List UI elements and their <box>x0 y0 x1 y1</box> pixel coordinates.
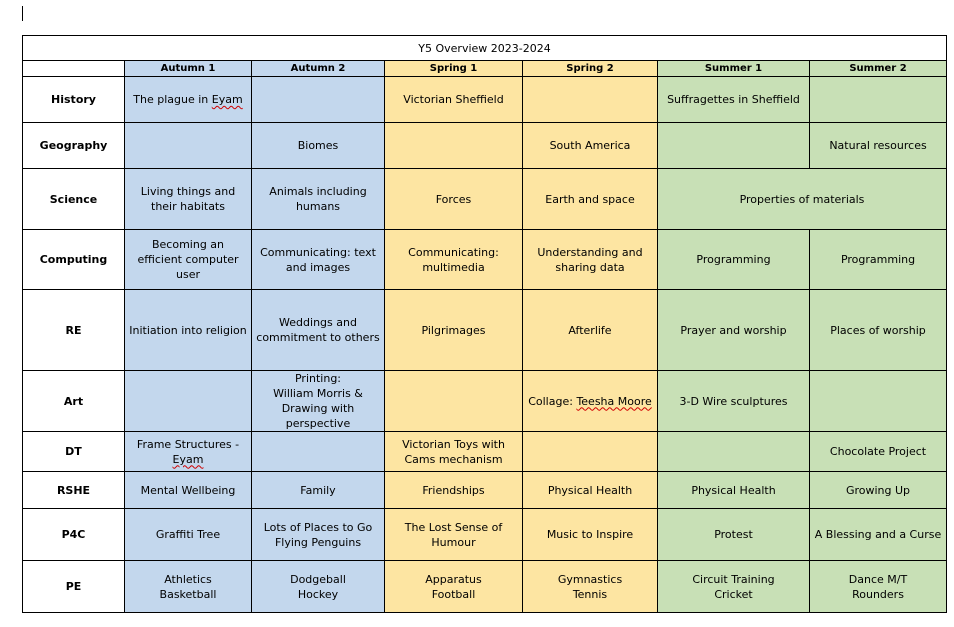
cell-art-summer1[interactable]: 3-D Wire sculptures <box>658 371 810 432</box>
cell-history-spring1[interactable]: Victorian Sheffield <box>385 77 523 123</box>
cell-art-autumn2[interactable] <box>252 371 385 432</box>
cell-computing-summer1[interactable]: Programming <box>658 230 810 290</box>
cell-history-summer2[interactable] <box>810 77 947 123</box>
subject-computing[interactable]: Computing <box>23 230 125 290</box>
subject-geography[interactable]: Geography <box>23 123 125 169</box>
cell-dt-autumn2[interactable] <box>252 432 385 472</box>
cell-rshe-spring2[interactable]: Physical Health <box>523 472 658 509</box>
spellcheck-underlined-word: Eyam <box>172 452 204 466</box>
cell-pe-spring1[interactable] <box>385 561 523 613</box>
cell-text-prefix: Frame Structures - <box>136 437 240 451</box>
cell-geography-summer2[interactable]: Natural resources <box>810 123 947 169</box>
cell-re-summer1[interactable]: Prayer and worship <box>658 290 810 371</box>
cell-science-spring2[interactable]: Earth and space <box>523 169 658 230</box>
cell-pe-summer1[interactable] <box>658 561 810 613</box>
cell-geography-spring2[interactable]: South America <box>523 123 658 169</box>
cell-pe-spring2[interactable] <box>523 561 658 613</box>
table-row-pe <box>23 561 947 613</box>
table-row-re <box>23 290 947 371</box>
cell-p4c-spring1[interactable]: The Lost Sense of Humour <box>385 509 523 561</box>
text-cursor <box>22 6 23 21</box>
title-row <box>23 36 947 61</box>
header-summer-1[interactable]: Summer 1 <box>658 61 810 77</box>
table-title[interactable]: Y5 Overview 2023-2024 <box>23 36 947 61</box>
cell-pe-autumn2[interactable] <box>252 561 385 613</box>
subject-pe[interactable]: PE <box>23 561 125 613</box>
overview-table <box>22 35 947 613</box>
cell-re-spring1[interactable]: Pilgrimages <box>385 290 523 371</box>
subject-science[interactable]: Science <box>23 169 125 230</box>
cell-geography-autumn2[interactable]: Biomes <box>252 123 385 169</box>
cell-art-spring2[interactable] <box>523 371 658 432</box>
cell-geography-autumn1[interactable] <box>125 123 252 169</box>
subject-art[interactable]: Art <box>23 371 125 432</box>
cell-text-line1: Apparatus <box>425 572 482 586</box>
table-row-art <box>23 371 947 432</box>
cell-science-summer[interactable]: Properties of materials <box>658 169 947 230</box>
table-row-dt <box>23 432 947 472</box>
spellcheck-underlined-word: Teesha Moore <box>576 394 652 408</box>
cell-dt-spring2[interactable] <box>523 432 658 472</box>
cell-p4c-spring2[interactable]: Music to Inspire <box>523 509 658 561</box>
header-spring-2[interactable]: Spring 2 <box>523 61 658 77</box>
table-row-geography <box>23 123 947 169</box>
cell-re-autumn1[interactable]: Initiation into religion <box>125 290 252 371</box>
cell-science-autumn1[interactable]: Living things and their habitats <box>125 169 252 230</box>
cell-text-line2: Tennis <box>572 587 608 601</box>
cell-computing-summer2[interactable]: Programming <box>810 230 947 290</box>
cell-p4c-autumn1[interactable]: Graffiti Tree <box>125 509 252 561</box>
cell-geography-summer1[interactable] <box>658 123 810 169</box>
cell-dt-spring1[interactable]: Victorian Toys with Cams mechanism <box>385 432 523 472</box>
cell-re-spring2[interactable]: Afterlife <box>523 290 658 371</box>
cell-re-autumn2[interactable]: Weddings and commitment to others <box>252 290 385 371</box>
cell-text-line1: Dodgeball <box>290 572 346 586</box>
cell-p4c-summer1[interactable]: Protest <box>658 509 810 561</box>
cell-rshe-summer1[interactable]: Physical Health <box>658 472 810 509</box>
table-row-p4c <box>23 509 947 561</box>
table-row-history <box>23 77 947 123</box>
cell-computing-autumn1[interactable]: Becoming an efficient computer user <box>125 230 252 290</box>
cell-text-line2: Cricket <box>714 587 753 601</box>
cell-text: The plague in Eyam <box>133 93 243 106</box>
cell-rshe-autumn2[interactable]: Family <box>252 472 385 509</box>
cell-text-line1: Dance M/T <box>848 572 908 586</box>
cell-text-line2: Hockey <box>297 587 339 601</box>
cell-art-spring1[interactable] <box>385 371 523 432</box>
cell-computing-autumn2[interactable]: Communicating: text and images <box>252 230 385 290</box>
header-autumn-1[interactable]: Autumn 1 <box>125 61 252 77</box>
cell-text-line2: Flying Penguins <box>274 535 362 549</box>
cell-dt-summer2[interactable]: Chocolate Project <box>810 432 947 472</box>
cell-science-spring1[interactable]: Forces <box>385 169 523 230</box>
cell-text-line1: Athletics <box>164 572 212 586</box>
table-row-science <box>23 169 947 230</box>
header-row <box>23 61 947 77</box>
cell-p4c-autumn2[interactable] <box>252 509 385 561</box>
cell-pe-summer2[interactable] <box>810 561 947 613</box>
cell-p4c-summer2[interactable]: A Blessing and a Curse <box>810 509 947 561</box>
cell-history-autumn2[interactable] <box>252 77 385 123</box>
cell-re-summer2[interactable]: Places of worship <box>810 290 947 371</box>
subject-re[interactable]: RE <box>23 290 125 371</box>
cell-rshe-summer2[interactable]: Growing Up <box>810 472 947 509</box>
cell-text-line2: Rounders <box>852 587 904 601</box>
cell-text-line2: William Morris & Drawing with perspective <box>273 387 363 430</box>
header-spring-1[interactable]: Spring 1 <box>385 61 523 77</box>
cell-dt-autumn1[interactable] <box>125 432 252 472</box>
cell-computing-spring2[interactable]: Understanding and sharing data <box>523 230 658 290</box>
cell-rshe-spring1[interactable]: Friendships <box>385 472 523 509</box>
cell-dt-summer1[interactable] <box>658 432 810 472</box>
subject-history[interactable]: History <box>23 77 125 123</box>
cell-text-prefix: Collage: <box>528 394 577 408</box>
table-row-rshe <box>23 472 947 509</box>
cell-science-autumn2[interactable]: Animals including humans <box>252 169 385 230</box>
cell-text-line1: Lots of Places to Go <box>263 520 373 534</box>
corner-cell[interactable] <box>23 61 125 77</box>
cell-computing-spring1[interactable]: Communicating: multimedia <box>385 230 523 290</box>
subject-p4c[interactable]: P4C <box>23 509 125 561</box>
table-row-computing <box>23 230 947 290</box>
cell-text-line2: Basketball <box>159 587 217 601</box>
cell-history-autumn1[interactable] <box>125 77 252 123</box>
spellcheck-underlined-word: Eyam <box>211 93 243 106</box>
cell-pe-autumn1[interactable] <box>125 561 252 613</box>
cell-text-line1: Circuit Training <box>692 572 775 586</box>
cell-art-summer2[interactable] <box>810 371 947 432</box>
cell-history-spring2[interactable] <box>523 77 658 123</box>
header-summer-2[interactable]: Summer 2 <box>810 61 947 77</box>
cell-art-autumn1[interactable] <box>125 371 252 432</box>
subject-dt[interactable]: DT <box>23 432 125 472</box>
cell-geography-spring1[interactable] <box>385 123 523 169</box>
cell-history-summer1[interactable]: Suffragettes in Sheffield <box>658 77 810 123</box>
cell-text-line1: Gymnastics <box>557 572 623 586</box>
subject-rshe[interactable]: RSHE <box>23 472 125 509</box>
header-autumn-2[interactable]: Autumn 2 <box>252 61 385 77</box>
cell-rshe-autumn1[interactable]: Mental Wellbeing <box>125 472 252 509</box>
cell-text-line1: Printing: <box>294 372 342 385</box>
cell-text-line2: Football <box>431 587 476 601</box>
